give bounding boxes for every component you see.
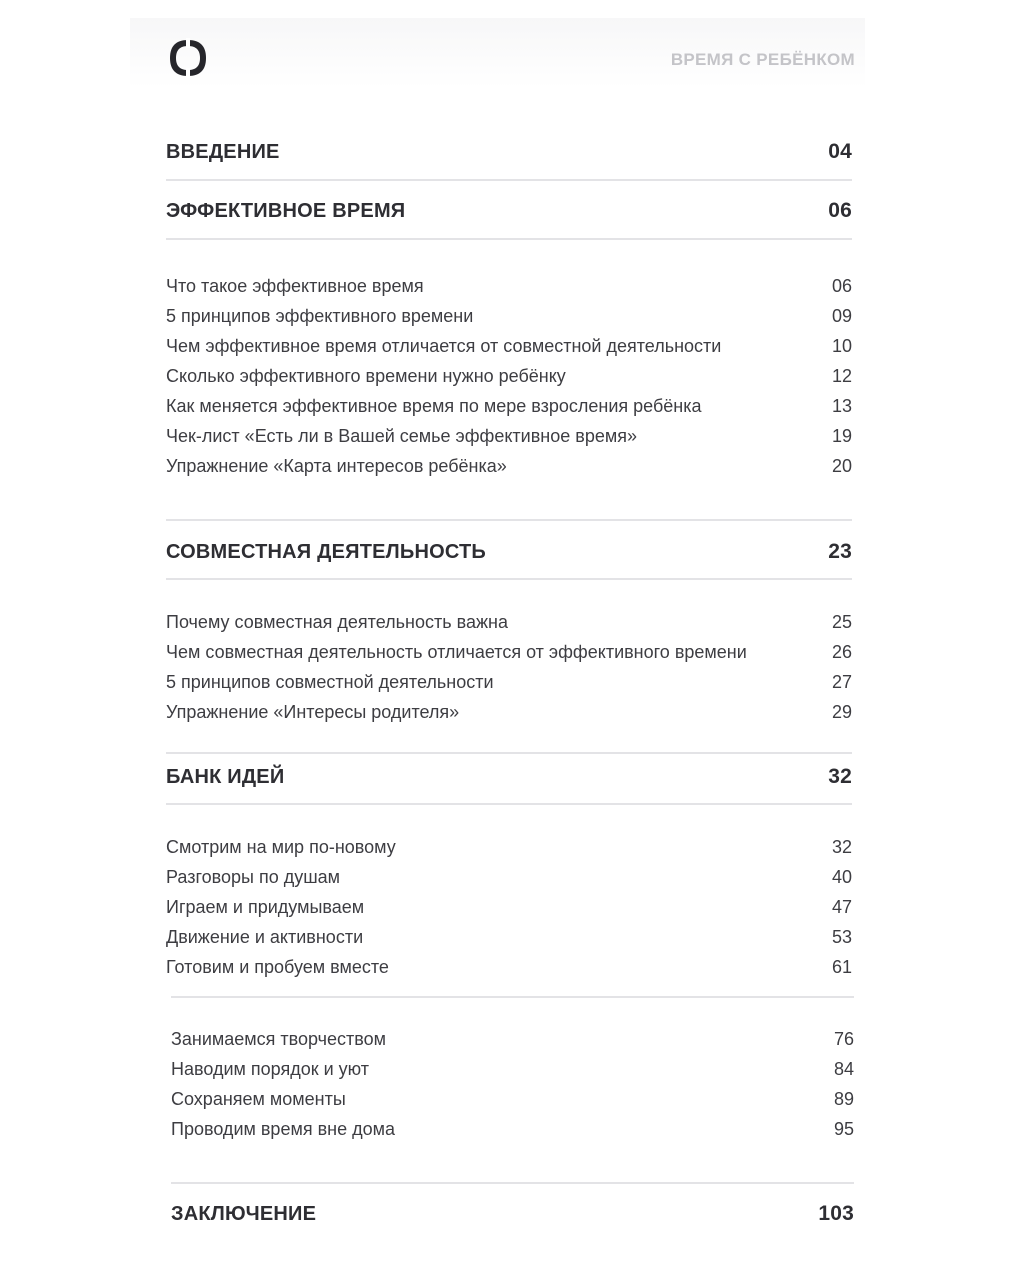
item-page: 10 bbox=[831, 336, 852, 356]
item-label: Смотрим на мир по-новому bbox=[166, 837, 396, 857]
section-page: 32 bbox=[828, 765, 852, 788]
item-page: 84 bbox=[833, 1059, 854, 1079]
item-label: Разговоры по душам bbox=[166, 867, 341, 887]
item-label: Играем и придумываем bbox=[166, 897, 365, 917]
item-page: 95 bbox=[833, 1119, 854, 1139]
toc-item[interactable] bbox=[166, 837, 852, 858]
divider bbox=[166, 803, 852, 805]
item-label: Движение и активности bbox=[166, 927, 364, 947]
section-title: СОВМЕСТНАЯ ДЕЯТЕЛЬНОСТЬ bbox=[166, 541, 486, 563]
divider bbox=[166, 238, 852, 240]
item-label: Почему совместная деятельность важна bbox=[166, 612, 508, 632]
toc-item[interactable] bbox=[166, 336, 852, 357]
divider bbox=[171, 996, 854, 998]
section-title: ЭФФЕКТИВНОЕ ВРЕМЯ bbox=[166, 200, 406, 222]
section-title: ЗАКЛЮЧЕНИЕ bbox=[171, 1203, 317, 1225]
toc-item[interactable] bbox=[166, 672, 852, 693]
divider bbox=[166, 752, 852, 754]
toc-item[interactable] bbox=[166, 897, 852, 918]
toc-section-conclusion[interactable] bbox=[171, 1202, 854, 1226]
item-page: 76 bbox=[833, 1029, 854, 1049]
item-label: Занимаемся творчеством bbox=[171, 1029, 387, 1049]
toc-item[interactable] bbox=[166, 927, 852, 948]
item-label: 5 принципов совместной деятельности bbox=[166, 672, 494, 692]
toc-item[interactable] bbox=[166, 366, 852, 387]
section-title: ВВЕДЕНИЕ bbox=[166, 141, 280, 163]
document-title: ВРЕМЯ С РЕБЁНКОМ bbox=[670, 50, 855, 69]
item-label: Чем совместная деятельность отличается от эффективного времени bbox=[166, 642, 747, 662]
item-page: 13 bbox=[831, 396, 852, 416]
toc-item[interactable] bbox=[166, 306, 852, 327]
item-page: 09 bbox=[831, 306, 852, 326]
item-page: 53 bbox=[831, 927, 852, 947]
toc-section-intro[interactable] bbox=[166, 140, 852, 164]
item-page: 89 bbox=[833, 1089, 854, 1109]
item-label: Проводим время вне дома bbox=[171, 1119, 395, 1139]
item-label: Упражнение «Интересы родителя» bbox=[166, 702, 460, 722]
item-label: Чек-лист «Есть ли в Вашей семье эффективное время» bbox=[166, 426, 637, 446]
item-page: 40 bbox=[831, 867, 852, 887]
toc-item[interactable] bbox=[166, 276, 852, 297]
toc-item[interactable] bbox=[166, 612, 852, 633]
section-page: 23 bbox=[828, 540, 852, 563]
item-label: Готовим и пробуем вместе bbox=[166, 957, 389, 977]
toc-item[interactable] bbox=[166, 867, 852, 888]
item-page: 26 bbox=[831, 642, 852, 662]
item-label: Упражнение «Карта интересов ребёнка» bbox=[166, 456, 507, 476]
item-page: 27 bbox=[831, 672, 852, 692]
item-label: Что такое эффективное время bbox=[166, 276, 424, 296]
toc-item[interactable] bbox=[166, 642, 852, 663]
toc-item[interactable] bbox=[171, 1119, 854, 1140]
item-page: 06 bbox=[831, 276, 852, 296]
item-label: Наводим порядок и уют bbox=[171, 1059, 370, 1079]
toc-item[interactable] bbox=[166, 426, 852, 447]
item-page: 19 bbox=[831, 426, 852, 446]
divider bbox=[166, 578, 852, 580]
toc-item[interactable] bbox=[166, 396, 852, 417]
divider bbox=[166, 519, 852, 521]
item-page: 29 bbox=[831, 702, 852, 722]
section-page: 103 bbox=[818, 1202, 854, 1225]
toc-section-joint[interactable] bbox=[166, 540, 852, 564]
logo-icon bbox=[166, 36, 210, 80]
item-page: 20 bbox=[831, 456, 852, 476]
toc-item[interactable] bbox=[166, 702, 852, 723]
item-label: 5 принципов эффективного времени bbox=[166, 306, 474, 326]
section-page: 04 bbox=[828, 140, 852, 163]
item-page: 47 bbox=[831, 897, 852, 917]
toc-item[interactable] bbox=[171, 1089, 854, 1110]
divider bbox=[166, 179, 852, 181]
item-page: 32 bbox=[831, 837, 852, 857]
item-label: Сохраняем моменты bbox=[171, 1089, 346, 1109]
item-label: Сколько эффективного времени нужно ребёнку bbox=[166, 366, 566, 386]
section-page: 06 bbox=[828, 199, 852, 222]
item-label: Чем эффективное время отличается от совместной деятельности bbox=[166, 336, 722, 356]
item-page: 61 bbox=[831, 957, 852, 977]
toc-section-ideas[interactable] bbox=[166, 765, 852, 789]
divider bbox=[171, 1182, 854, 1184]
item-page: 25 bbox=[831, 612, 852, 632]
toc-item[interactable] bbox=[171, 1029, 854, 1050]
toc-item[interactable] bbox=[166, 957, 852, 978]
toc-item[interactable] bbox=[166, 456, 852, 477]
item-label: Как меняется эффективное время по мере взросления ребёнка bbox=[166, 396, 702, 416]
section-title: БАНК ИДЕЙ bbox=[166, 766, 285, 788]
toc-section-effective[interactable] bbox=[166, 199, 852, 223]
toc-item[interactable] bbox=[171, 1059, 854, 1080]
item-page: 12 bbox=[831, 366, 852, 386]
